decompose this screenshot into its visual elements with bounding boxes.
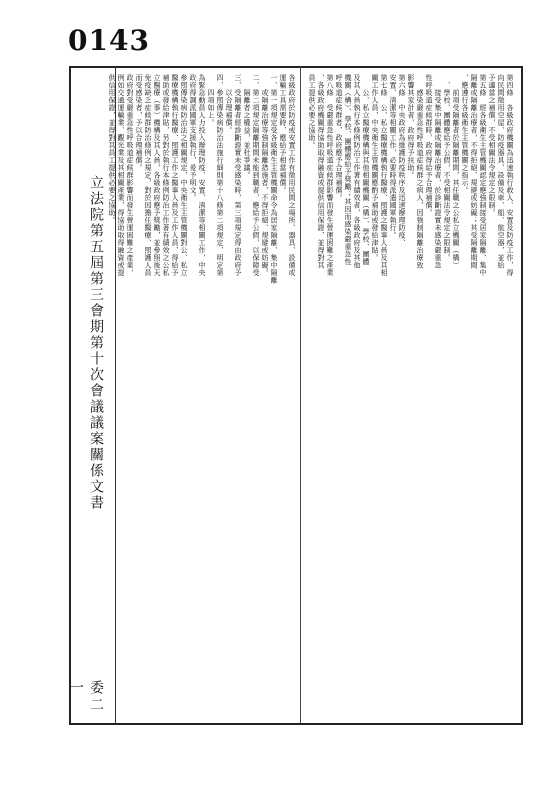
text-line: 各級政府於防疫或安置工作有徵用民間之場所、器具、設備或 [288,74,296,277]
text-line: 性呼吸道症候群時，政府得給予合理補償。 [425,74,433,217]
text-line: 政府對受嚴重急性呼吸道症候群影響而發生營運困難之產業， [126,74,134,277]
text-line: ，應遵行各級衛生主管機關之指示。 [461,74,469,194]
text-line: 政府得調派國軍支援執行，爰予明文。 [189,74,197,202]
text-line: 接受集中隔離或隔離治療者，於診斷證實未感染嚴重急 [434,74,442,269]
text-line: 向民間徵用空屋、防疫器具、設備及車、船、航空器，並給 [497,74,505,269]
text-line: 立醫療（事）機構及其人員，各級政府應予獎勵，並參照後天 [153,74,161,277]
text-line: 感染嚴重急性呼吸道症候群之病人，因強制隔離治療致 [416,74,424,269]
page-number: 0143 [68,24,150,57]
text-line: 補助或發給津貼，另對於執行本條例防治工作著有績效之公私 [162,74,170,277]
text-line: 第五條 經各級衛生主管機關認定應強制接受居家隔離、集中 [479,74,487,277]
text-line: 予適當之補償，不受相關法令規定之限制。 [488,74,496,217]
text-line: 四項如上。 [207,74,215,127]
article-text-column [308,74,514,714]
text-line: 而受感染者，予以合理補償。 [135,74,143,172]
committee-page-code: 委二一 [68,680,104,714]
text-line: 安置、清潔等相關工作，必要時得派遣國軍執行。 [389,74,397,239]
text-line: 一、第一項規定受各級衛生主管機關命令為居家隔離、集中隔離 [270,74,278,284]
text-line: 公、私立醫療機構與其他相關機關（構）、學校、團體 [362,74,370,266]
text-line: 三、受隔離者經診斷證實未受感染時，第三項規定得由政府予 [234,74,242,277]
text-line: 機關（構）、學校、團體應給予獎勵；其因而感染嚴重急性 [344,74,352,266]
text-line: 第四條 各級政府機關為迅速執行救人、安置及防疫工作，得 [506,74,514,277]
text-line: 第七條 公、私立醫療機構執行醫療、照護之醫事人員及其相 [380,74,388,277]
document-header-title: 立法院第五屆第三會期第十次會議議案關係文書 [88,175,104,511]
text-line: 員工提供必要之協助。 [308,74,316,149]
text-line: 運輸工具需要時，應給予相當補償。 [279,74,287,194]
text-line: 前項受隔離者於隔離期間，其任職之公私立機關（構） [452,74,460,269]
text-line: ，各級政府機關得協助取得融資或提供信用保證，並得對其 [317,74,325,269]
text-line: 第八條 受嚴重急性呼吸道症候群影響而發生營運困難之產業 [326,74,334,277]
text-line: 影響其家計者，政府得予扶助。 [407,74,415,179]
text-line: 例如交通運輸業、觀光業及其相關產業，得協助取得融資或提 [117,74,125,277]
text-line: 供信用保證，並得對其員工提供必要之協助。 [108,74,116,224]
text-line: 四、參照傳染病防治法施行細則第十八條第二項規定，明定第 [216,74,224,277]
text-line: 隔離或隔離治療者，不得拒絕、規避或妨礙；其受隔離期間 [470,74,478,269]
text-line: 第六條 中央政府為維護防疫秩序及迅速辦理防疫、 [398,74,406,247]
text-line: 或隔離治療等強制隔離措施者，不得拒絕、規避或妨礙。 [261,74,269,277]
text-line: 為緊急動員人力投入辦理防疫、安置、清潔等相關工作，中央 [198,74,206,277]
text-line: 參照傳染病防治法之相關規定，中央衛生主管機關對公、私立 [180,74,188,277]
column-divider [300,66,301,723]
text-line: 、學校、團體應給予公假，不受相關法令規定之限制。 [443,74,451,262]
text-line: 二、第二項規定隔離期間未能到職者，應給予公假，以保障受 [252,74,260,277]
text-line: 呼吸道症候群者，政府應予合理補償。 [335,74,343,202]
text-line: 及其人員執行本條例防治工作著有績效者，各級政府及其他 [353,74,361,269]
explanation-text-column [108,74,296,714]
text-line: 隔離者之權益，並杜爭議。 [243,74,251,179]
text-line: 以合理補償。 [225,74,233,134]
text-line: 免疫缺乏症候群防治條例之規定，對於因擔任醫療、照護人員 [144,74,152,277]
text-line: 醫療機構執行醫療、照護工作之醫事人員及工作人員，得給予 [171,74,179,277]
text-line: 關工作人員，中央衛生主管機關應酌予補助或發給津貼。 [371,74,379,262]
